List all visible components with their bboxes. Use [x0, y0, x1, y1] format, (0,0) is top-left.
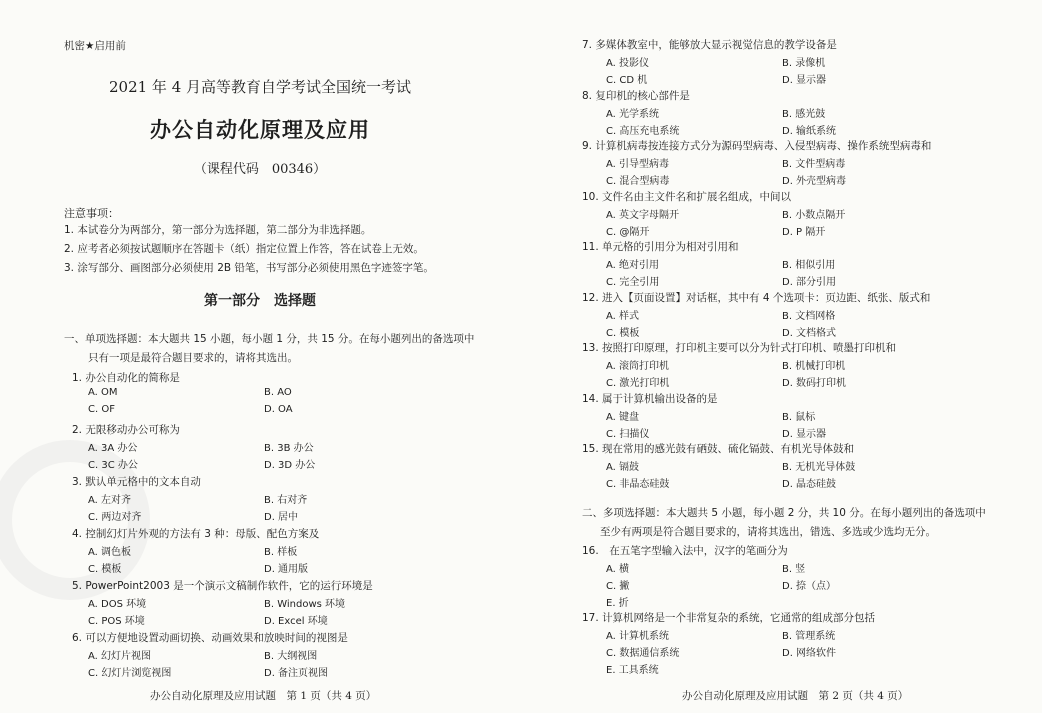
- question-text: 3. 默认单元格中的文本自动: [72, 476, 201, 488]
- option: D. 3D 办公: [264, 460, 316, 471]
- option: D. 部分引用: [782, 277, 837, 288]
- part-heading: 第一部分 选择题: [204, 293, 316, 309]
- option: A. 3A 办公: [88, 443, 138, 454]
- course-code: （课程代码 00346）: [193, 162, 327, 177]
- option: B. 竖: [782, 564, 806, 575]
- option: B. 感光鼓: [782, 108, 826, 120]
- option: C. 高压充电系统: [606, 125, 680, 137]
- option: A. 计算机系统: [606, 631, 670, 642]
- option: C. 撇: [606, 581, 630, 592]
- option: B. 鼠标: [782, 411, 816, 423]
- option: D. 显示器: [782, 428, 827, 440]
- option: D. OA: [264, 404, 293, 415]
- option: B. 小数点隔开: [782, 209, 846, 221]
- option: A. 样式: [606, 310, 640, 322]
- option: A. 横: [606, 564, 630, 575]
- option: B. 文档网格: [782, 310, 836, 322]
- option: B. 大纲视图: [264, 651, 318, 662]
- option: C. @隔开: [606, 226, 650, 238]
- option: D. 网络软件: [782, 648, 837, 659]
- question-text: 17. 计算机网络是一个非常复杂的系统，它通常的组成部分包括: [582, 612, 876, 624]
- option: B. 机械打印机: [782, 361, 846, 372]
- option: B. 管理系统: [782, 631, 836, 642]
- option: D. 显示器: [782, 75, 827, 86]
- section-instruction: 二、多项选择题：本大题共 5 小题，每小题 2 分，共 10 分。在每小题列出的备选项中: [582, 507, 986, 519]
- question-text: 1. 办公自动化的简称是: [72, 372, 180, 384]
- option: B. 无机光导体鼓: [782, 462, 856, 473]
- subject-title: 办公自动化原理及应用: [150, 117, 370, 142]
- option: C. OF: [88, 404, 115, 415]
- option: A. 投影仪: [606, 58, 650, 69]
- option: B. 相似引用: [782, 260, 836, 271]
- option: A. 幻灯片视图: [88, 651, 152, 662]
- option: B. 录像机: [782, 58, 826, 69]
- option: D. 数码打印机: [782, 378, 847, 389]
- option: D. 晶态硅鼓: [782, 479, 837, 490]
- option: D. 居中: [264, 512, 299, 523]
- option: A. 镉鼓: [606, 462, 640, 473]
- option: C. 数据通信系统: [606, 648, 680, 659]
- option: A. DOS 环境: [88, 599, 147, 610]
- option: C. 模板: [606, 327, 640, 339]
- note-item: 2. 应考者必须按试题顺序在答题卡（纸）指定位置上作答，答在试卷上无效。: [64, 243, 424, 255]
- question-text: 2. 无限移动办公可称为: [72, 424, 180, 436]
- option: B. Windows 环境: [264, 599, 346, 610]
- option: C. 幻灯片浏览视图: [88, 668, 172, 679]
- option: D. P 隔开: [782, 226, 826, 238]
- question-text: 16. 在五笔字型输入法中，汉字的笔画分为: [582, 545, 788, 557]
- option: A. 英文字母隔开: [606, 209, 680, 221]
- option: D. 外壳型病毒: [782, 176, 847, 187]
- note-item: 1. 本试卷分为两部分，第一部分为选择题，第二部分为非选择题。: [64, 224, 372, 236]
- section-instruction: 一、单项选择题：本大题共 15 小题，每小题 1 分，共 15 分。在每小题列出的备选项中: [64, 333, 475, 345]
- question-text: 9. 计算机病毒按连接方式分为源码型病毒、入侵型病毒、操作系统型病毒和: [582, 140, 932, 152]
- notes-heading: 注意事项：: [64, 207, 119, 220]
- option: C. 完全引用: [606, 277, 660, 288]
- option: D. 捺（点）: [782, 581, 837, 592]
- option: C. 3C 办公: [88, 460, 138, 471]
- option: C. 模板: [88, 564, 122, 575]
- option: A. 左对齐: [88, 495, 132, 506]
- option: E. 工具系统: [606, 665, 659, 676]
- option: E. 折: [606, 598, 629, 609]
- question-text: 12. 进入【页面设置】对话框，其中有 4 个选项卡：页边距、纸张、版式和: [582, 291, 931, 304]
- option: A. 绝对引用: [606, 260, 660, 271]
- option: C. POS 环境: [88, 616, 145, 627]
- confidential-mark: 机密★启用前: [64, 40, 126, 52]
- option: B. 右对齐: [264, 495, 308, 506]
- question-text: 14. 属于计算机输出设备的是: [582, 392, 718, 405]
- option: C. 扫描仪: [606, 428, 650, 440]
- option: A. 引导型病毒: [606, 159, 670, 170]
- question-text: 15. 现在常用的感光鼓有硒鼓、硫化镉鼓、有机光导体鼓和: [582, 443, 855, 455]
- option: D. 通用版: [264, 564, 309, 575]
- option: C. CD 机: [606, 75, 648, 86]
- exam-page-1: [0, 0, 520, 713]
- page-footer: 办公自动化原理及应用试题 第 2 页（共 4 页）: [682, 690, 909, 702]
- question-text: 13. 按照打印原理，打印机主要可以分为针式打印机、喷墨打印机和: [582, 342, 897, 354]
- section-instruction: 只有一项是最符合题目要求的，请将其选出。: [88, 352, 298, 364]
- exam-page-2: [520, 0, 1042, 713]
- exam-title: 2021 年 4 月高等教育自学考试全国统一考试: [108, 78, 412, 96]
- option: A. 滚筒打印机: [606, 361, 670, 372]
- option: D. 备注页视图: [264, 668, 329, 679]
- option: A. OM: [88, 387, 118, 398]
- option: C. 非晶态硅鼓: [606, 479, 670, 490]
- option: A. 调色板: [88, 547, 132, 558]
- option: B. AO: [264, 387, 292, 398]
- option: C. 混合型病毒: [606, 176, 670, 187]
- option: A. 键盘: [606, 411, 640, 423]
- question-text: 4. 控制幻灯片外观的方法有 3 种：母版、配色方案及: [72, 528, 320, 540]
- option: B. 3B 办公: [264, 443, 314, 454]
- question-text: 6. 可以方便地设置动画切换、动画效果和放映时间的视图是: [72, 632, 348, 644]
- option: A. 光学系统: [606, 108, 660, 120]
- question-text: 10. 文件名由主文件名和扩展名组成，中间以: [582, 190, 792, 203]
- option: D. 输纸系统: [782, 125, 837, 137]
- option: C. 两边对齐: [88, 512, 142, 523]
- question-text: 8. 复印机的核心部件是: [582, 89, 690, 102]
- question-text: 7. 多媒体教室中，能够放大显示视觉信息的教学设备是: [582, 39, 837, 51]
- section-instruction: 至少有两项是符合题目要求的，请将其选出，错选、多选或少选均无分。: [600, 526, 936, 538]
- option: B. 样板: [264, 547, 298, 558]
- option: B. 文件型病毒: [782, 159, 846, 170]
- question-text: 11. 单元格的引用分为相对引用和: [582, 241, 739, 253]
- option: D. Excel 环境: [264, 616, 328, 627]
- question-text: 5. PowerPoint2003 是一个演示文稿制作软件，它的运行环境是: [72, 580, 373, 592]
- option: C. 激光打印机: [606, 378, 670, 389]
- option: D. 文档格式: [782, 327, 837, 339]
- note-item: 3. 涂写部分、画图部分必须使用 2B 铅笔，书写部分必须使用黑色字迹签字笔。: [64, 262, 434, 274]
- page-footer: 办公自动化原理及应用试题 第 1 页（共 4 页）: [150, 690, 377, 702]
